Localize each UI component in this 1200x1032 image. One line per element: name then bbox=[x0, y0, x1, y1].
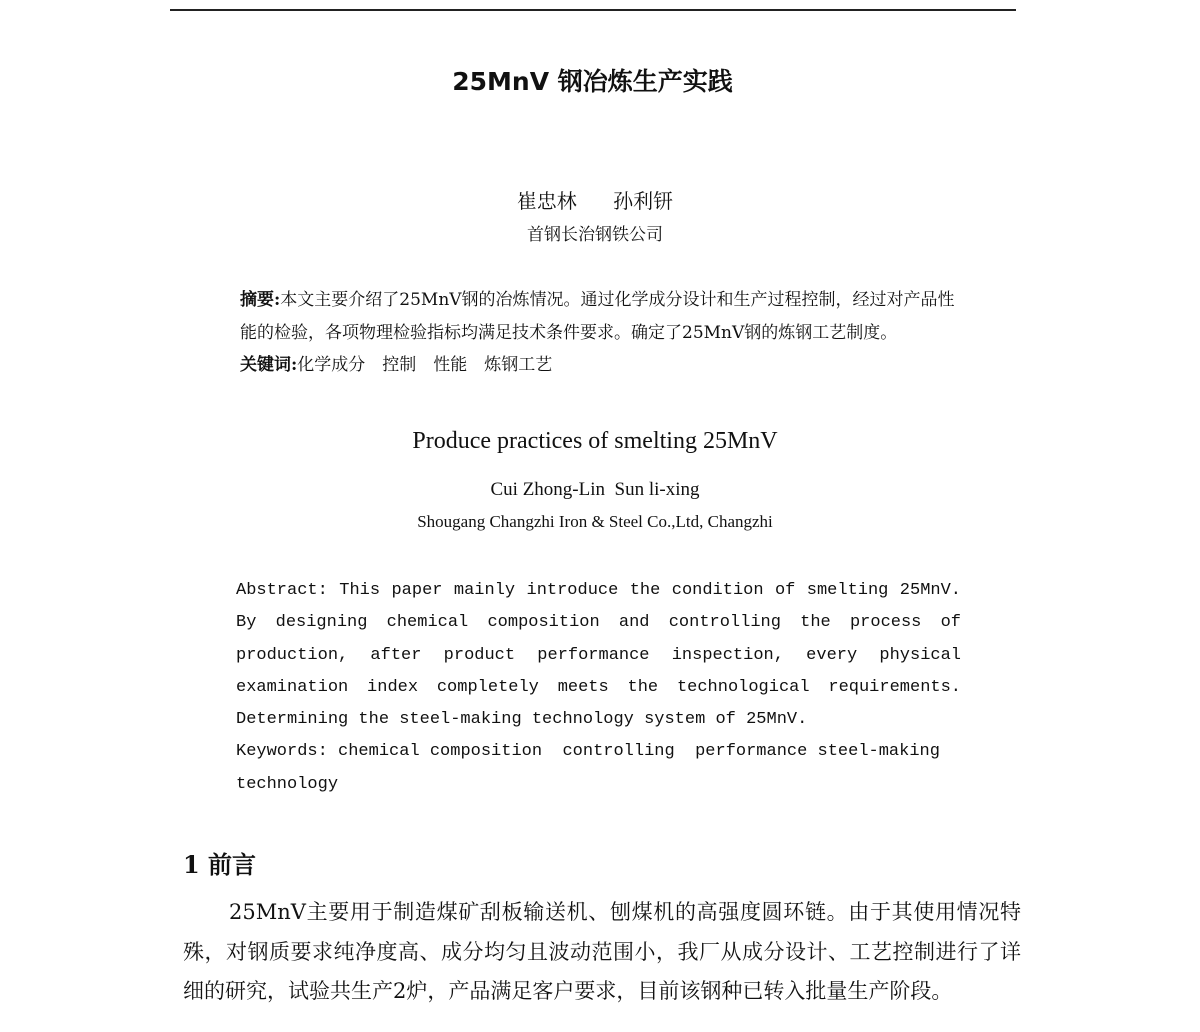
top-rule bbox=[170, 9, 1016, 11]
keywords-text: 化学成分 控制 性能 炼钢工艺 bbox=[297, 355, 553, 375]
section-heading: 1 前言 bbox=[183, 850, 257, 879]
paper-title: 25MnV 钢冶炼生产实践 bbox=[452, 67, 733, 96]
english-title: Produce practices of smelting 25MnV bbox=[412, 428, 778, 454]
abstract-text: 本文主要介绍了25MnV钢的冶炼情况。通过化学成分设计和生产过程控制，经过对产品性能的检验，各项物理检验指标均满足技术条件要求。确定了25MnV钢的炼钢工艺制度。 bbox=[240, 290, 955, 343]
authors: 崔忠林 孙利钘 bbox=[516, 189, 674, 213]
en-keywords-label: Keywords: bbox=[236, 742, 328, 762]
en-abstract-text: This paper mainly introduce the condition of smelting 25MnV. By designing chemical composition and controlling the process of production, after product performance inspection, every physical examination index completely meets the technological requirements. Determining the steel-making technology system of 25MnV. bbox=[236, 581, 962, 730]
abstract-label: 摘要: bbox=[240, 290, 281, 310]
en-keywords-text: chemical composition controlling performance steel-making technology bbox=[236, 742, 951, 794]
keywords-label: 关键词: bbox=[240, 355, 298, 375]
section-paragraph: 25MnV主要用于制造煤矿刮板输送机、刨煤机的高强度圆环链。由于其使用情况特殊，对钢质要求纯净度高、成分均匀且波动范围小，我厂从成分设计、工艺控制进行了详细的研究，试验共生产2炉，产品满足客户要求，目前该钢种已转入批量生产阶段。 bbox=[183, 900, 1021, 1003]
chinese-abstract bbox=[240, 284, 956, 382]
english-affiliation: Shougang Changzhi Iron & Steel Co.,Ltd, Changzhi bbox=[417, 512, 773, 531]
en-abstract-label: Abstract: bbox=[236, 581, 328, 600]
english-authors: Cui Zhong-Lin Sun li-xing bbox=[490, 479, 700, 500]
english-abstract bbox=[236, 575, 961, 801]
affiliation: 首钢长治钢铁公司 bbox=[527, 225, 663, 245]
